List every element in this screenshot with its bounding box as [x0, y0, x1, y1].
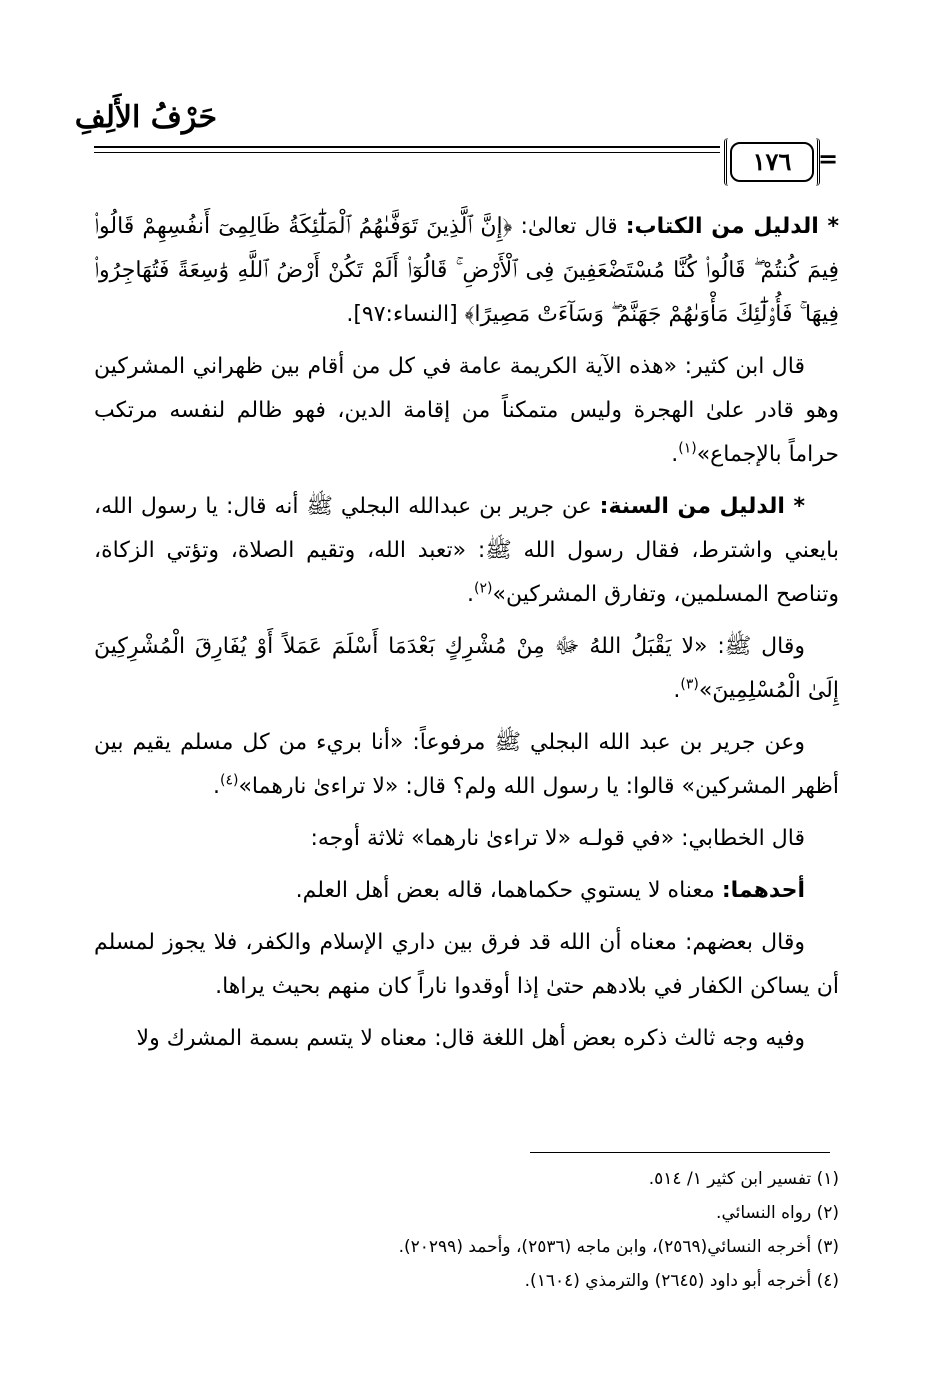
hadith-jarir: عن جرير بن عبدالله البجلي ﷺ أنه قال: يا رسول الله، بايعني واشترط، فقال رسول الله ﷺ: «تعبد الله، وتقيم الصلاة، وتؤتي الزكاة، وتناصح المسلمين، وتفارق المشركين»: [94, 494, 839, 607]
footnote-ref-3: (٣): [680, 676, 699, 693]
footnote-divider: [530, 1152, 830, 1153]
quran-citation: [النساء:٩٧].: [346, 302, 458, 327]
second-aspect-text: وقال بعضهم: معناه أن الله قد فرق بين داري الإسلام والكفر، فلا يجوز لمسلم أن يساكن الكفار في بلادهم حتىٰ إذا أوقدوا ناراً كان منهم بحيث يراها.: [94, 930, 839, 999]
first-aspect-text: معناه لا يستوي حكماهما، قاله بعض أهل العلم.: [295, 878, 715, 903]
paragraph-sunnah-evidence: * الدليل من السنة: عن جرير بن عبدالله البجلي ﷺ أنه قال: يا رسول الله، بايعني واشترط، فقال رسول الله ﷺ: «تعبد الله، وتقيم الصلاة، وتؤتي الزكاة، وتناصح المسلمين، وتفارق المشركين»$^{(٢)}$.: [94, 494, 839, 607]
page-header: [0, 0, 935, 200]
paragraph-khattabi: [94, 817, 839, 861]
footnote-3: (٣) أخرجه النسائي(٢٥٦٩)، وابن ماجه (٢٥٣٦)، وأحمد (٢٠٢٩٩).: [398, 1237, 839, 1257]
paragraph-hadith-3: وعن جرير بن عبد الله البجلي ﷺ مرفوعاً: «أنا بريء من كل مسلم يقيم بين أظهر المشركين» قالوا: يا رسول الله ولم؟ قال: «لا تراءىٰ نارهما»$^{(٤)}$.: [94, 730, 839, 799]
section-label-sunnah: * الدليل من السنة:: [599, 494, 805, 519]
paragraph-first-aspect: [94, 869, 839, 913]
khattabi-intro: قال الخطابي: «في قولـه «لا تراءىٰ نارهما» ثلاثة أوجه:: [310, 826, 805, 851]
hadith-3: وعن جرير بن عبد الله البجلي ﷺ مرفوعاً: «أنا بريء من كل مسلم يقيم بين أظهر المشركين» قالوا: يا رسول الله ولم؟ قال: «لا تراءىٰ نارهما»: [94, 730, 839, 799]
footnote-ref-1: (١): [678, 440, 697, 457]
footnotes: [94, 1162, 839, 1298]
header-ornament: =: [818, 144, 839, 173]
paragraph-third-aspect: [94, 1017, 839, 1061]
paragraph-hadith-2: وقال ﷺ: «لا يَقْبَلُ اللهُ ﷻ مِنْ مُشْرِكٍ بَعْدَمَا أَسْلَمَ عَمَلاً أَوْ يُفَارِقَ الْمُشْرِكِينَ إِلَىٰ الْمُسْلِمِينَ»$^{(٣)}$.: [94, 634, 839, 703]
first-aspect-label: أحدهما:: [721, 878, 805, 903]
header-rule-top: [94, 146, 720, 148]
footnote-4: (٤) أخرجه أبو داود (٢٦٤٥) والترمذي (١٦٠٤).: [524, 1271, 839, 1291]
chapter-title: حَرْفُ الأَلِفِ: [74, 100, 217, 135]
quran-intro: قال تعالىٰ:: [520, 214, 618, 239]
main-text: [94, 205, 839, 1069]
section-label-book: * الدليل من الكتاب:: [625, 214, 840, 239]
footnote-ref-2: (٢): [474, 580, 493, 597]
paragraph-ibn-kathir: قال ابن كثير: «هذه الآية الكريمة عامة في كل من أقام بين ظهراني المشركين وهو قادر علىٰ الهجرة وليس متمكناً من إقامة الدين، فهو ظالم لنفسه مرتكب حراماً بالإجماع»$^{(١)}$.: [94, 354, 839, 467]
page-number: ١٧٦: [730, 142, 814, 182]
quran-verse: ﴿إِنَّ ٱلَّذِينَ تَوَفَّىٰهُمُ ٱلْمَلَٰٓئِكَةُ ظَالِمِىٓ أَنفُسِهِمْ قَالُوا۟ فِيمَ كُنتُمْ ۖ قَالُوا۟ كُنَّا مُسْتَضْعَفِينَ فِى ٱلْأَرْضِ ۚ قَالُوٓا۟ أَلَمْ تَكُنْ أَرْضُ ٱللَّهِ وَٰسِعَةً فَتُهَاجِرُوا۟ فِيهَا ۚ فَأُو۟لَٰٓئِكَ مَأْوَىٰهُمْ جَهَنَّمُ ۖ وَسَآءَتْ مَصِيرًا﴾: [94, 214, 839, 327]
footnote-2: (٢) رواه النسائي.: [716, 1203, 839, 1223]
paragraph-second-aspect: [94, 921, 839, 1009]
footnote-ref-4: (٤): [220, 772, 239, 789]
paragraph-quran-evidence: [94, 205, 839, 337]
hadith-2: وقال ﷺ: «لا يَقْبَلُ اللهُ ﷻ مِنْ مُشْرِكٍ بَعْدَمَا أَسْلَمَ عَمَلاً أَوْ يُفَارِقَ الْمُشْرِكِينَ إِلَىٰ الْمُسْلِمِينَ»: [94, 634, 839, 703]
third-aspect-text: وفيه وجه ثالث ذكره بعض أهل اللغة قال: معناه لا يتسم بسمة المشرك ولا: [136, 1026, 805, 1051]
header-rule-bottom: [94, 152, 720, 153]
footnote-1: (١) تفسير ابن كثير ١/ ٥١٤.: [648, 1169, 839, 1189]
ibn-kathir-quote: قال ابن كثير: «هذه الآية الكريمة عامة في كل من أقام بين ظهراني المشركين وهو قادر علىٰ الهجرة وليس متمكناً من إقامة الدين، فهو ظالم لنفسه مرتكب حراماً بالإجماع»: [94, 354, 839, 467]
